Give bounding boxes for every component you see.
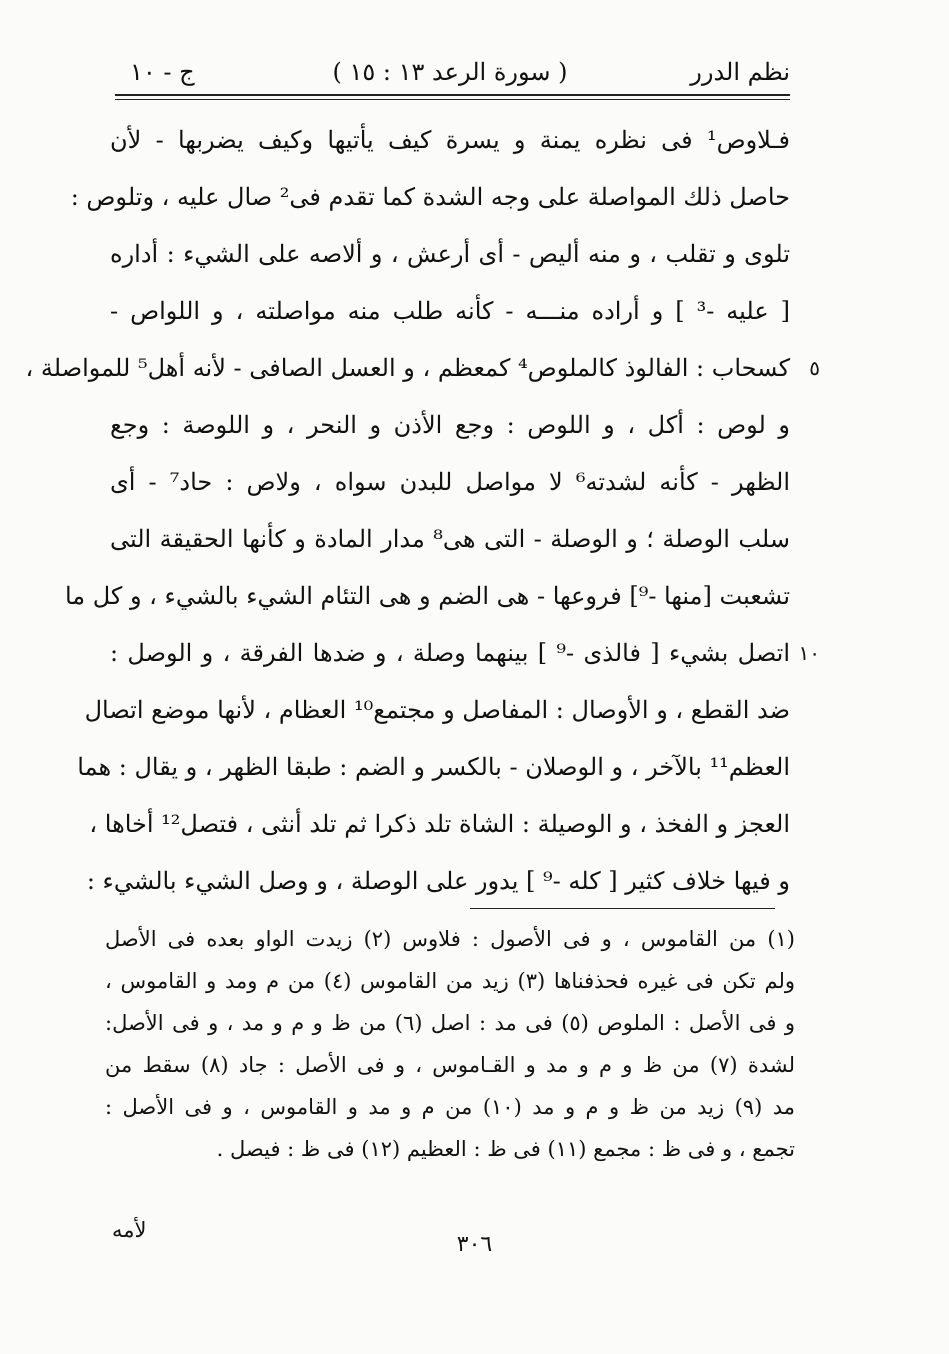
- header-rule: [115, 94, 790, 96]
- text-line: الظهر - كأنه لشدته⁶ لا مواصل للبدن سواه ، ولاص : حاد⁷ - أى: [110, 468, 790, 496]
- footnote-line: (١) من القاموس ، و فى الأصول : فلاوس (٢) زيدت الواو بعده فى الأصل: [105, 927, 795, 951]
- text-line: سلب الوصلة ؛ و الوصلة - التى هى⁸ مدار المادة و كأنها الحقيقة التى: [110, 525, 790, 553]
- footnote-line: و فى الأصل : الملوص (٥) فى مد : اصل (٦) من ظ و م و مد ، و فى الأصل:: [105, 1011, 795, 1035]
- running-header: [110, 52, 790, 92]
- text-line-5: [25, 340, 820, 397]
- text-line-content: اتصل بشيء [ فالذى -⁹ ] بينهما وصلة ، و ضدها الفرقة ، و الوصل :: [110, 639, 790, 667]
- text-line: ضد القطع ، و الأوصال : المفاصل و مجتمع¹⁰ العظام ، لأنها موضع اتصال: [84, 696, 790, 724]
- text-line: العجز و الفخذ ، و الوصيلة : الشاة تلد ذكرا ثم تلد أنثى ، فتصل¹² أخاها ،: [89, 810, 790, 838]
- text-line: حاصل ذلك المواصلة على وجه الشدة كما تقدم فى² صال عليه ، وتلوص :: [70, 183, 790, 211]
- text-line: تلوى و تقلب ، و منه أليص - أى أرعش ، و ألاصه على الشيء : أداره: [110, 240, 790, 268]
- footnote-line: لشدة (٧) من ظ و م و مد و القـاموس ، و فى الأصل : جاد (٨) سقط من: [105, 1053, 795, 1077]
- footnotes: [105, 918, 795, 1170]
- text-line-content: كسحاب : الفالوذ كالملوص⁴ كمعظم ، و العسل الصافى - لأنه أهل⁵ للمواصلة ،: [25, 354, 790, 382]
- page-number: ٣٠٦: [456, 1232, 493, 1257]
- sura-reference: ( سورة الرعد ١٣ : ١٥ ): [332, 58, 568, 86]
- text-line: و لوص : أكل ، و اللوص : وجع الأذن و النحر ، و اللوصة : وجع: [110, 411, 790, 439]
- footnote-line: تجمع ، و فى ظ : مجمع (١١) فى ظ : العظيم (١٢) فى ظ : فيصل .: [216, 1137, 795, 1161]
- text-line-10: [110, 625, 820, 682]
- text-line: [ عليه -³ ] و أراده منـــه - كأنه طلب منه مواصلته ، و اللواص -: [110, 297, 791, 325]
- text-line: و فيها خلاف كثير [ كله -⁹ ] يدور على الوصلة ، و وصل الشيء بالشيء :: [86, 867, 790, 895]
- footnote-separator: [470, 908, 775, 909]
- footnote-line: ولم تكن فى غيره فحذفناها (٣) زيد من القاموس (٤) من م ومد و القاموس ،: [105, 969, 795, 993]
- volume-number: ج - ١٠: [130, 58, 195, 86]
- line-number: ١٠: [798, 641, 820, 665]
- book-title: نظم الدرر: [690, 58, 790, 86]
- text-line: فـلاوص¹ فى نظره يمنة و يسرة كيف يأتيها وكيف يضربها - لأن: [110, 126, 790, 154]
- header-rule-thin: [115, 99, 790, 100]
- text-line: العظم¹¹ بالآخر ، و الوصلان - بالكسر و الضم : طبقا الظهر ، و يقال : هما: [77, 753, 790, 781]
- line-number: ٥: [809, 356, 820, 380]
- text-line: تشعبت [منها -⁹] فروعها - هى الضم و هى التئام الشيء بالشيء ، و كل ما: [64, 582, 790, 610]
- catchword: لأمه: [112, 1218, 147, 1242]
- main-text: [25, 112, 820, 910]
- footnote-line: مد (٩) زيد من ظ و م و مد (١٠) من م و مد و القاموس ، و فى الأصل :: [105, 1095, 795, 1119]
